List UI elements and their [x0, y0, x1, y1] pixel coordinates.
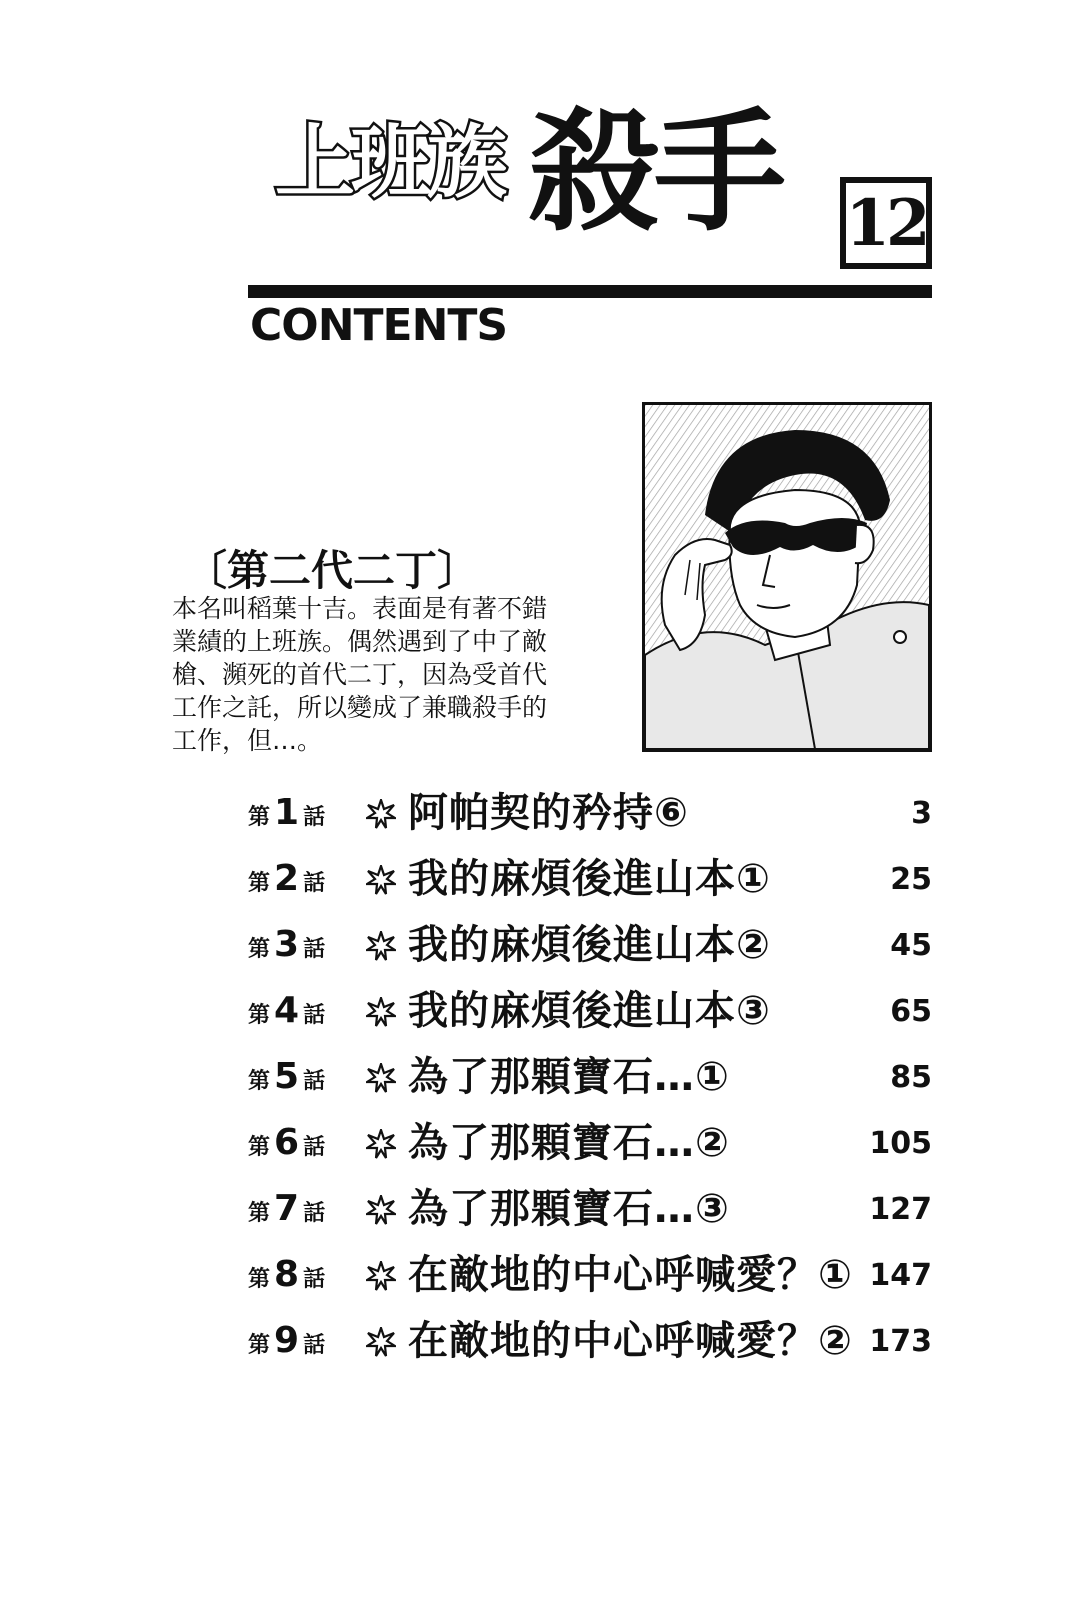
chapter-label — [248, 924, 326, 965]
star-bullet-icon — [366, 1195, 396, 1225]
chapter-label — [248, 792, 326, 833]
title-large-text: 殺手 — [528, 96, 780, 250]
chapter-suffix: 話 — [303, 871, 326, 896]
description-line: 工作之託，所以變成了兼職殺手的 — [172, 693, 548, 722]
chapter-label — [248, 1188, 326, 1229]
chapter-prefix: 第 — [248, 1201, 271, 1226]
page-number: 147 — [869, 1258, 932, 1293]
chapter-title: 為了那顆寶石…① — [408, 1054, 730, 1100]
star-bullet-icon — [366, 1063, 396, 1093]
character-portrait — [642, 402, 932, 752]
star-bullet-icon — [366, 1261, 396, 1291]
chapter-label — [248, 858, 326, 899]
chapter-title: 為了那顆寶石…③ — [408, 1186, 730, 1232]
toc-entry[interactable] — [248, 785, 938, 851]
chapter-title: 在敵地的中心呼喊愛？② — [408, 1318, 853, 1364]
chapter-suffix: 話 — [303, 805, 326, 830]
chapter-number: 3 — [274, 924, 300, 965]
chapter-prefix: 第 — [248, 937, 271, 962]
chapter-suffix: 話 — [303, 1201, 326, 1226]
chapter-label — [248, 1056, 326, 1097]
volume-badge — [840, 177, 932, 269]
star-bullet-icon — [366, 865, 396, 895]
description-line: 業績的上班族。偶然遇到了中了敵 — [172, 627, 548, 656]
portrait-illustration — [645, 405, 929, 749]
star-bullet-icon — [366, 799, 396, 829]
chapter-label — [248, 1320, 326, 1361]
chapter-prefix: 第 — [248, 1069, 271, 1094]
chapter-number: 9 — [274, 1320, 300, 1361]
book-title — [270, 96, 940, 285]
star-bullet-icon — [366, 931, 396, 961]
chapter-number: 2 — [274, 858, 300, 899]
chapter-number: 7 — [274, 1188, 300, 1229]
title-small-text: 上班族 — [275, 116, 503, 209]
page-number: 105 — [869, 1126, 932, 1161]
chapter-prefix: 第 — [248, 1135, 271, 1160]
star-bullet-icon — [366, 1129, 396, 1159]
page-number: 3 — [911, 796, 932, 831]
toc-entry[interactable] — [248, 1181, 938, 1247]
chapter-title: 阿帕契的矜持⑥ — [408, 790, 689, 836]
chapter-label — [248, 990, 326, 1031]
page-number: 127 — [869, 1192, 932, 1227]
chapter-number: 5 — [274, 1056, 300, 1097]
chapter-label — [248, 1122, 326, 1163]
toc-entry[interactable] — [248, 1313, 938, 1379]
chapter-prefix: 第 — [248, 1333, 271, 1358]
chapter-suffix: 話 — [303, 937, 326, 962]
chapter-suffix: 話 — [303, 1069, 326, 1094]
description-line: 本名叫稻葉十吉。表面是有著不錯 — [172, 594, 548, 623]
chapter-title: 我的麻煩後進山本② — [408, 922, 771, 968]
chapter-prefix: 第 — [248, 1003, 271, 1028]
contents-heading: CONTENTS — [250, 300, 508, 351]
chapter-prefix: 第 — [248, 1267, 271, 1292]
toc-entry[interactable] — [248, 1115, 938, 1181]
star-bullet-icon — [366, 997, 396, 1027]
toc-entry[interactable] — [248, 1049, 938, 1115]
page-number: 173 — [869, 1324, 932, 1359]
toc-entry[interactable] — [248, 851, 938, 917]
character-description — [172, 592, 622, 757]
chapter-title: 為了那顆寶石…② — [408, 1120, 730, 1166]
chapter-suffix: 話 — [303, 1333, 326, 1358]
description-line: 槍、瀕死的首代二丁，因為受首代 — [172, 660, 548, 689]
toc-entry[interactable] — [248, 917, 938, 983]
toc-entry[interactable] — [248, 983, 938, 1049]
page-number: 65 — [890, 994, 932, 1029]
title-divider — [248, 285, 932, 298]
chapter-number: 4 — [274, 990, 300, 1031]
chapter-title: 在敵地的中心呼喊愛？① — [408, 1252, 853, 1298]
page-number: 25 — [890, 862, 932, 897]
volume-number: 12 — [846, 183, 926, 263]
chapter-suffix: 話 — [303, 1003, 326, 1028]
chapter-number: 1 — [274, 792, 300, 833]
chapter-prefix: 第 — [248, 805, 271, 830]
chapter-number: 6 — [274, 1122, 300, 1163]
toc-entry[interactable] — [248, 1247, 938, 1313]
character-name: 〔第二代二丁〕 — [185, 546, 480, 595]
chapter-title: 我的麻煩後進山本① — [408, 856, 771, 902]
chapter-title: 我的麻煩後進山本③ — [408, 988, 771, 1034]
star-bullet-icon — [366, 1327, 396, 1357]
chapter-suffix: 話 — [303, 1267, 326, 1292]
chapter-number: 8 — [274, 1254, 300, 1295]
description-line: 工作，但…。 — [172, 726, 323, 755]
page-number: 45 — [890, 928, 932, 963]
chapter-suffix: 話 — [303, 1135, 326, 1160]
table-of-contents — [248, 785, 938, 1379]
page-number: 85 — [890, 1060, 932, 1095]
chapter-label — [248, 1254, 326, 1295]
chapter-prefix: 第 — [248, 871, 271, 896]
